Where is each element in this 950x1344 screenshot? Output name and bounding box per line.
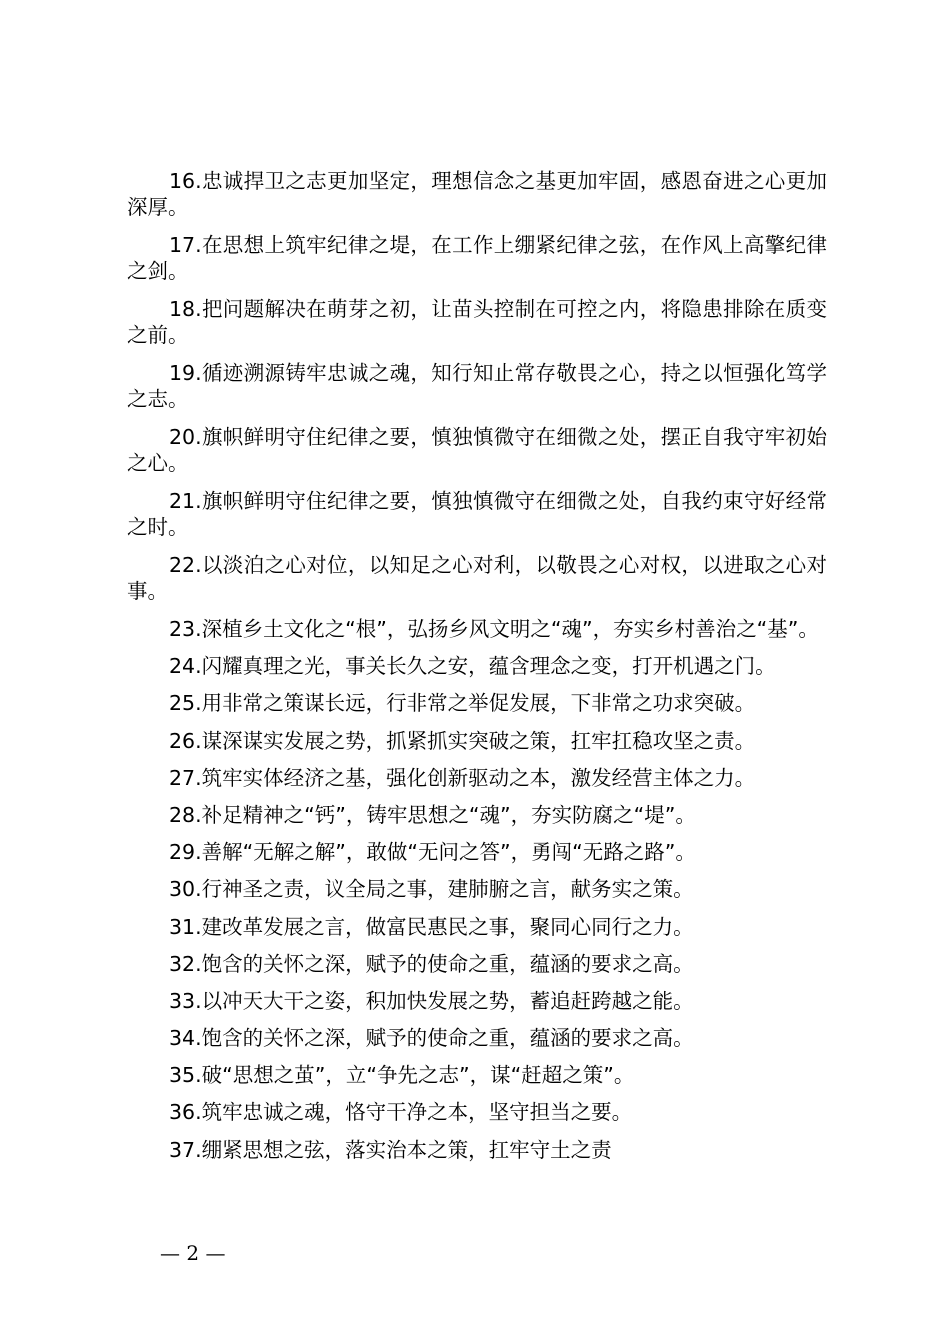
paragraph-23: 23.深植乡土文化之“根”，弘扬乡风文明之“魂”，夯实乡村善治之“基”。 [169, 617, 819, 641]
paragraph-26: 26.谋深谋实发展之势，抓紧抓实突破之策，扛牢扛稳攻坚之责。 [169, 728, 756, 753]
paragraph-37: 37.绷紧思想之弦，落实治本之策，扛牢守土之责 [169, 1137, 612, 1162]
paragraph-29: 29.善解“无解之解”，敢做“无问之答”，勇闯“无路之路”。 [169, 840, 696, 865]
paragraph-28: 28.补足精神之“钙”，铸牢思想之“魂”，夯实防腐之“堤”。 [169, 802, 696, 827]
paragraph-24: 24.闪耀真理之光，事关长久之安，蕴含理念之变，打开机遇之门。 [169, 654, 776, 679]
document-body [127, 168, 827, 1174]
page-number: — 2 — [160, 1241, 226, 1265]
paragraph-25: 25.用非常之策谋长远，行非常之举促发展，下非常之功求突破。 [169, 691, 756, 716]
paragraph-18: 18.把问题解决在萌芽之初，让苗头控制在可控之内，将隐患排除在质变之前。 [127, 297, 827, 347]
paragraph-32: 32.饱含的关怀之深，赋予的使命之重，蕴涵的要求之高。 [169, 951, 694, 976]
paragraph-22: 22.以淡泊之心对位，以知足之心对利，以敬畏之心对权，以进取之心对事。 [127, 553, 827, 603]
paragraph-33: 33.以冲天大干之姿，积加快发展之势，蓄追赶跨越之能。 [169, 988, 694, 1013]
paragraph-21: 21.旗帜鲜明守住纪律之要，慎独慎微守在细微之处，自我约束守好经常之时。 [127, 489, 827, 539]
paragraph-19: 19.循迹溯源铸牢忠诚之魂，知行知止常存敬畏之心，持之以恒强化笃学之志。 [127, 361, 827, 411]
paragraph-36: 36.筑牢忠诚之魂，恪守干净之本，坚守担当之要。 [169, 1100, 633, 1125]
paragraph-16: 16.忠诚捍卫之志更加坚定，理想信念之基更加牢固，感恩奋进之心更加深厚。 [127, 169, 827, 219]
paragraph-31: 31.建改革发展之言，做富民惠民之事，聚同心同行之力。 [169, 914, 694, 939]
paragraph-34: 34.饱含的关怀之深，赋予的使命之重，蕴涵的要求之高。 [169, 1026, 694, 1051]
paragraph-30: 30.行神圣之责，议全局之事，建肺腑之言，献务实之策。 [169, 877, 694, 902]
paragraph-27: 27.筑牢实体经济之基，强化创新驱动之本，激发经营主体之力。 [169, 765, 756, 790]
paragraph-35: 35.破“思想之茧”，立“争先之志”，谋“赶超之策”。 [169, 1063, 635, 1088]
paragraph-20: 20.旗帜鲜明守住纪律之要，慎独慎微守在细微之处，摆正自我守牢初始之心。 [127, 425, 827, 475]
paragraph-17: 17.在思想上筑牢纪律之堤，在工作上绷紧纪律之弦，在作风上高擎纪律之剑。 [127, 233, 827, 283]
